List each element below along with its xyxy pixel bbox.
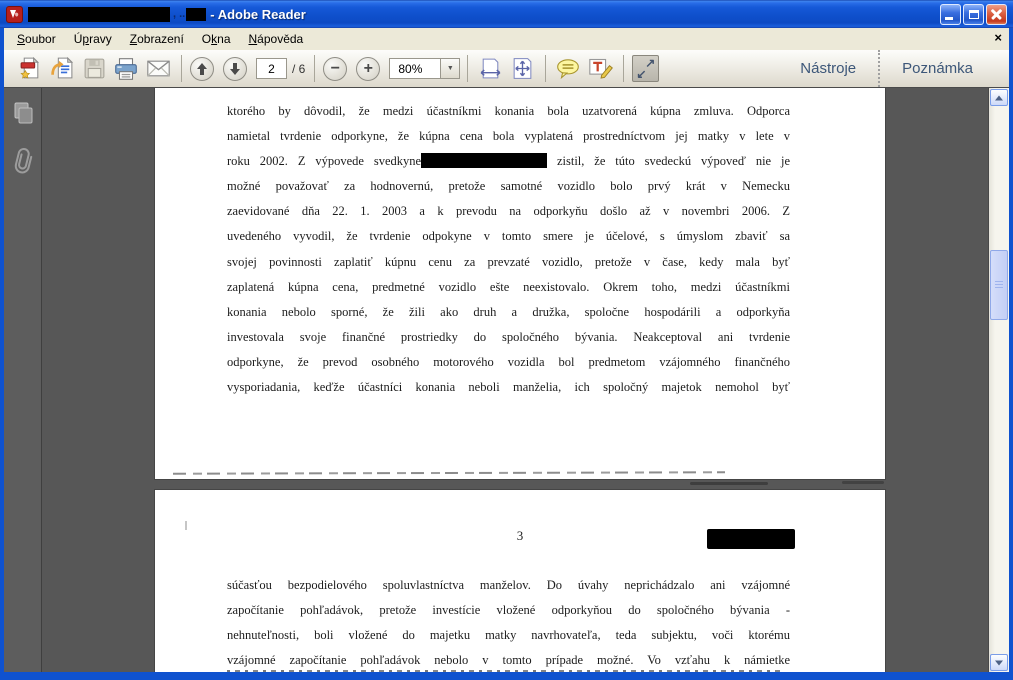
vertical-scrollbar[interactable]	[988, 88, 1009, 672]
maximize-icon	[969, 10, 979, 19]
chevron-down-icon: ▼	[446, 65, 454, 72]
chevron-down-icon	[995, 660, 1003, 665]
scan-smudge	[842, 481, 884, 484]
page-3-header	[155, 490, 885, 573]
up-arrow-icon	[196, 63, 208, 75]
scrollbar-thumb[interactable]	[990, 250, 1008, 320]
document-text-line: zaevidované dňa 22. 1. 2003 a k prevodu na odporkyňu došlo až v novembri 2006. Z	[227, 204, 790, 219]
menubar	[4, 28, 1009, 50]
chevron-up-icon	[995, 95, 1003, 100]
save-button[interactable]	[80, 55, 108, 83]
titlebar-redaction-small	[186, 8, 206, 21]
save-icon	[82, 56, 107, 81]
menu-item-napoveda[interactable]: Nápověda	[248, 32, 304, 46]
maximize-button[interactable]	[963, 4, 984, 25]
email-icon	[145, 55, 172, 82]
toolbar-separator	[181, 55, 182, 82]
highlight-text-button[interactable]	[586, 55, 614, 83]
create-pdf-button[interactable]	[16, 55, 44, 83]
scrollbar-track[interactable]	[989, 107, 1009, 653]
zoom-level-input[interactable]	[389, 58, 441, 79]
fullscreen-button[interactable]	[632, 55, 659, 82]
minimize-icon	[945, 17, 953, 20]
scan-artifact-line	[173, 471, 725, 474]
tools-panel-button[interactable]: Nástroje	[800, 60, 857, 77]
clipped-text-line	[227, 670, 785, 672]
close-button[interactable]	[986, 4, 1007, 25]
page-2	[155, 88, 885, 479]
open-button[interactable]	[48, 55, 76, 83]
toolbar-separator	[623, 55, 624, 82]
text-annotation-icon	[587, 55, 614, 82]
page-2-text	[155, 88, 885, 400]
zoom-dropdown-button[interactable]	[441, 58, 460, 79]
redaction-bar	[421, 153, 547, 168]
minimize-button[interactable]	[940, 4, 961, 25]
document-text-line: roku 2002. Z výpovede svedkyne zistil, že túto svedeckú výpoveď nie je	[227, 154, 791, 169]
comment-panel-button[interactable]: Poznámka	[902, 60, 973, 77]
page-number: 3	[516, 528, 524, 543]
print-button[interactable]	[112, 55, 140, 83]
titlebar-redaction	[28, 7, 170, 22]
document-text-line: vysporiadania, keďže účastníci konania neboli manželia, ich spoločný majetok nemohol byť	[227, 380, 790, 395]
document-text-line: nehnuteľnosti, boli vložené do majetku matky navrhovateľa, teda subjektu, voči ktorému	[227, 628, 790, 643]
document-text-line: odporkyne, že prevod osobného motorového vozidla bol predmetom vzájomného finančného	[227, 354, 790, 369]
speech-bubble-icon	[555, 56, 581, 82]
document-text-line: možné považovať za hodnovernú, pretože samotné vozidlo bolo prvý krát v Nemecku	[227, 179, 790, 194]
page-3-text	[155, 573, 885, 672]
fit-width-button[interactable]	[476, 55, 504, 83]
down-arrow-icon	[229, 63, 241, 75]
adobe-reader-icon	[6, 6, 23, 23]
document-text-line: ktorého by dôvodil, že medzi účastníkmi konania bola uzatvorená kúpna zmluva. Odporca	[227, 104, 790, 118]
scroll-down-button[interactable]	[990, 654, 1008, 671]
toolbar	[4, 50, 1009, 88]
window-title: - Adobe Reader	[210, 6, 306, 22]
menu-item-zobrazeni[interactable]: Zobrazení	[129, 32, 184, 46]
scan-smudge	[690, 482, 768, 485]
navigation-sidebar	[4, 88, 42, 672]
page-total-label: / 6	[292, 61, 306, 76]
zoom-out-button[interactable]	[323, 57, 347, 81]
fit-page-icon	[510, 56, 535, 81]
scroll-up-button[interactable]	[990, 89, 1008, 106]
document-text-line: uvedeného vyvodil, že tvrdenie odpokyne v tomto smere je účelové, s úmyslom zbaviť sa	[227, 229, 790, 244]
page-3	[155, 490, 885, 672]
document-text-line: započítanie pohľadávok, pretože investície vložené odporkyňou do spoločného bývania -	[227, 603, 790, 618]
print-icon	[113, 56, 139, 82]
toolbar-separator	[467, 55, 468, 82]
document-text-line: konania nebolo sporné, že žili ako druh a družka, spoločne hospodárili a odporkyňa	[227, 304, 790, 319]
page-thumbnails-button[interactable]	[11, 100, 35, 126]
toolbar-separator	[314, 55, 315, 82]
fit-page-button[interactable]	[508, 55, 536, 83]
menu-item-upravy[interactable]: Úpravy	[73, 32, 112, 46]
expand-arrow-icon: ↙	[636, 67, 647, 81]
document-area	[42, 88, 988, 672]
open-file-icon	[50, 56, 75, 81]
page-number-input[interactable]	[256, 58, 287, 79]
plus-icon: +	[363, 59, 374, 77]
document-text-line: svojej povinnosti zaplatiť kúpnu cenu za prevzaté vozidlo, pretože v čase, kedy mala byť	[227, 254, 790, 269]
page-thumbnails-icon	[12, 101, 34, 125]
document-text-line: zaplatená kúpna cena, predmetné vozidlo ešte neexistovalo. Okrem toho, medzi účastníkmi	[227, 279, 790, 294]
expand-arrow-icon: ↗	[645, 56, 656, 70]
zoom-in-button[interactable]	[356, 57, 380, 81]
comment-button[interactable]	[554, 55, 582, 83]
document-text-line: namietal tvrdenie odporkyne, že kúpna cena bola vyplatená prostredníctvom jej matky v lete v	[227, 129, 790, 144]
minus-icon: −	[330, 59, 341, 77]
toolbar-separator	[545, 55, 546, 82]
create-pdf-icon	[18, 56, 43, 81]
menu-item-okna[interactable]: Okna	[201, 32, 231, 46]
document-text-line: súčasťou bezpodielového spoluvlastníctva manželov. Do úvahy neprichádzalo ani vzájomné	[227, 578, 790, 592]
email-button[interactable]	[144, 55, 172, 83]
redaction-bar	[707, 529, 795, 549]
document-text-line: investovala svoje finančné prostriedky do spoločného bývania. Neakceptoval ani tvrdenie	[227, 329, 790, 344]
titlebar	[0, 0, 1013, 28]
titlebar-redacted-fragment: , ..	[173, 8, 186, 20]
next-page-button[interactable]	[223, 57, 247, 81]
previous-page-button[interactable]	[190, 57, 214, 81]
attachments-button[interactable]	[11, 148, 35, 174]
document-text-line: vzájomné započítanie pohľadávok nebolo v tomto prípade možné. Vo vzťahu k námietke	[227, 653, 790, 668]
fit-width-icon	[478, 56, 503, 81]
paperclip-icon	[8, 145, 36, 177]
menu-item-soubor[interactable]: Soubor	[17, 32, 56, 46]
menubar-close-icon[interactable]: ×	[994, 30, 1002, 45]
